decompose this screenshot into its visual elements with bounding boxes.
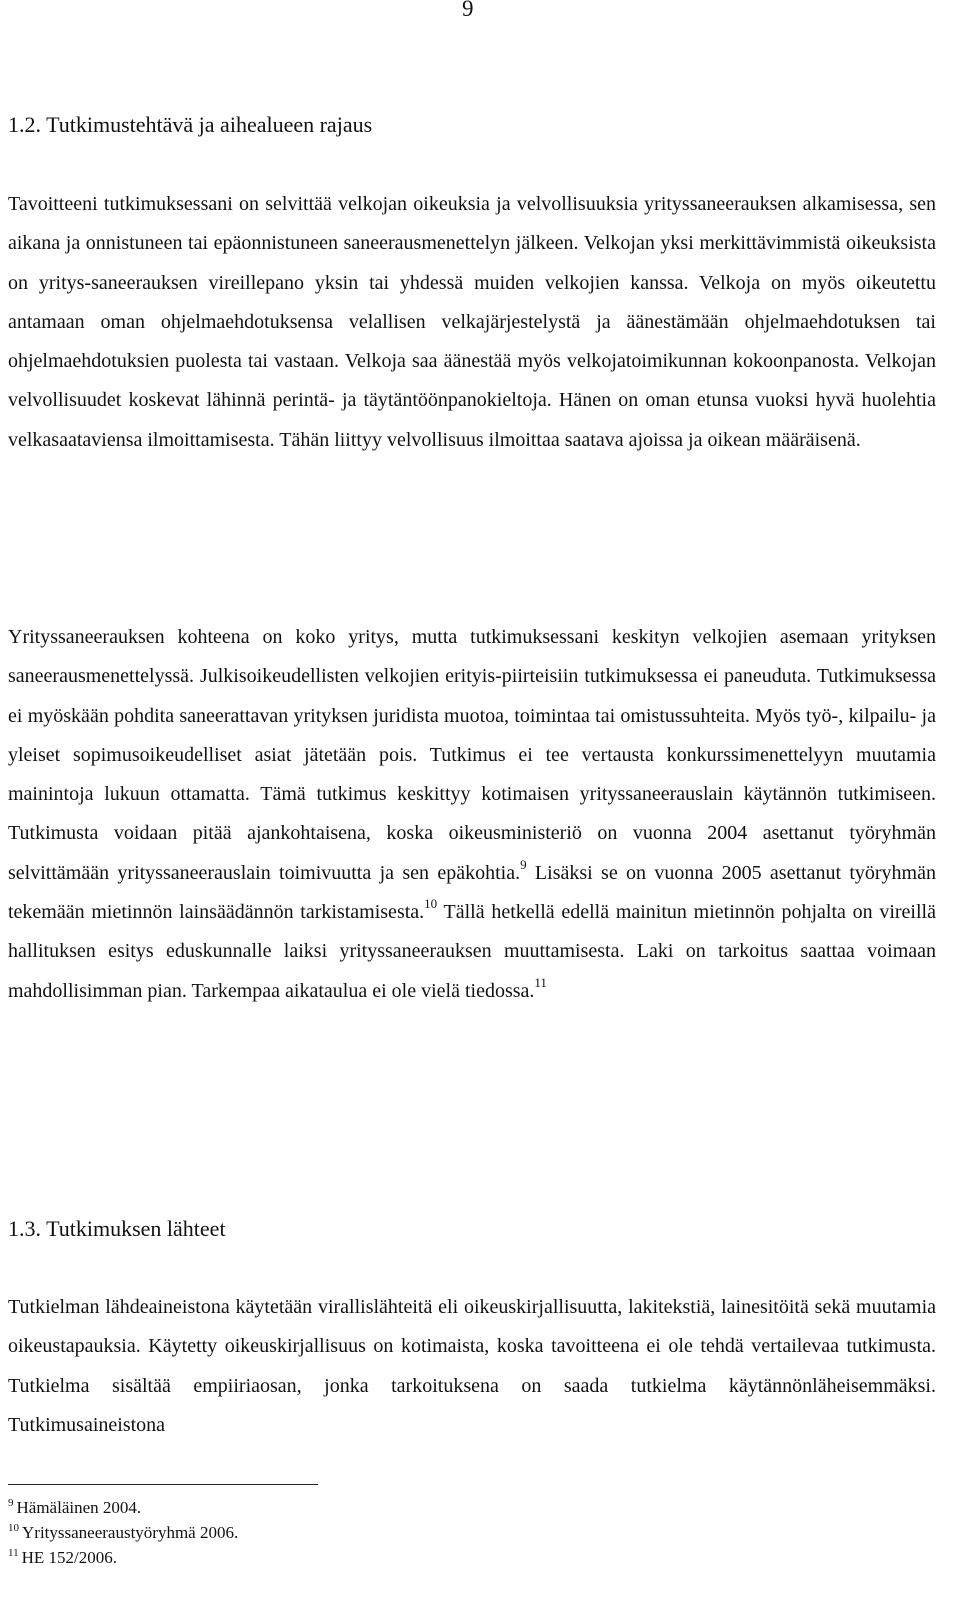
footnote-ref-11[interactable]: 11: [534, 975, 547, 991]
section-heading-1-3: 1.3. Tutkimuksen lähteet: [8, 1216, 226, 1241]
paragraph-text: Tällä hetkellä edellä mainitun mietinnön pohjalta on vireillä hallituksen esitys eduskunnalle laiksi yrityssaneerauksen muuttamisesta. Laki on tarkoitus saattaa voimaan mahdollisimman pian. Tarkempaa aikataulua ei ole vielä tiedossa.: [8, 901, 936, 1002]
footnote-number: 10: [8, 1522, 19, 1534]
footnote-number: 9: [8, 1497, 14, 1509]
paragraph-sources: Tutkielman lähdeaineistona käytetään virallislähteitä eli oikeuskirjallisuutta, lakitekstiä, lainesitöitä sekä muutamia oikeustapauksia. Käytetty oikeuskirjallisuus on kotimaista, koska tavoitteena ei ole tehdä vertailevaa tutkimusta. Tutkielma sisältää empiiriaosan, jonka tarkoituksena on saada tutkielma käytännönläheisemmäksi. Tutkimusaineistona: [8, 1296, 936, 1436]
footnote-text: Yrityssaneeraustyöryhmä 2006.: [22, 1523, 239, 1542]
footnote-9: [8, 1498, 141, 1520]
paragraph-research-scope: [8, 618, 936, 1011]
footnote-text: Hämäläinen 2004.: [16, 1498, 142, 1517]
footnote-11: [8, 1548, 117, 1570]
footnote-divider: [8, 1484, 318, 1485]
paragraph-text: Yrityssaneerauksen kohteena on koko yritys, mutta tutkimuksessani keskityn velkojien asemaan yrityksen saneerausmenettelyssä. Julkisoikeudellisten velkojien erityis-piirteisiin tutkimuksessa ei paneuduta. Tutkimuksessa ei myöskään pohdita saneerattavan yrityksen juridista muotoa, toimintaa tai omistussuhteita. Myös työ-, kilpailu- ja yleiset sopimusoikeudelliset asiat jätetään pois. Tutkimus ei tee vertausta konkurssimenettelyyn muutamia mainintoja lukuun ottamatta. Tämä tutkimus keskittyy kotimaisen yrityssaneerauslain käytännön tutkimiseen. Tutkimusta voidaan pitää ajankohtaisena, koska oikeusministeriö on vuonna 2004 asettanut työryhmän selvittämään yrityssaneerauslain toimivuutta ja sen epäkohtia.: [8, 626, 936, 884]
paragraph-research-task: Tavoitteeni tutkimuksessani on selvittää velkojan oikeuksia ja velvollisuuksia yrityssaneerauksen alkamisessa, sen aikana ja onnistuneen tai epäonnistuneen saneerausmenettelyn jälkeen. Velkojan yksi merkittävimmistä oikeuksista on yritys-saneerauksen vireillepano yksin tai yhdessä muiden velkojien kanssa. Velkoja on myös oikeutettu antamaan oman ohjelmaehdotuksensa velallisen velkajärjestelystä ja äänestämään ohjelmaehdotuksen tai ohjelmaehdotuksien puolesta tai vastaan. Velkoja saa äänestää myös velkojatoimikunnan kokoonpanosta. Velkojan velvollisuudet koskevat lähinnä perintä- ja täytäntöönpanokieltoja. Hänen on oman etunsa vuoksi hyvä huolehtia velkasaataviensa ilmoittamisesta. Tähän liittyy velvollisuus ilmoittaa saatava ajoissa ja oikean määräisenä.: [8, 193, 936, 451]
page-number: 9: [462, 0, 474, 21]
footnote-10: [8, 1523, 238, 1545]
footnote-ref-10[interactable]: 10: [424, 896, 438, 912]
footnote-ref-9[interactable]: 9: [520, 857, 527, 873]
paragraph-text: Lisäksi se on vuonna 2005 asettanut työryhmän tekemään mietinnön lainsäädännön tarkistamisesta.: [8, 861, 936, 924]
section-heading-1-2: 1.2. Tutkimustehtävä ja aihealueen rajaus: [8, 112, 373, 137]
footnote-number: 11: [8, 1547, 19, 1559]
footnote-text: HE 152/2006.: [21, 1548, 117, 1567]
